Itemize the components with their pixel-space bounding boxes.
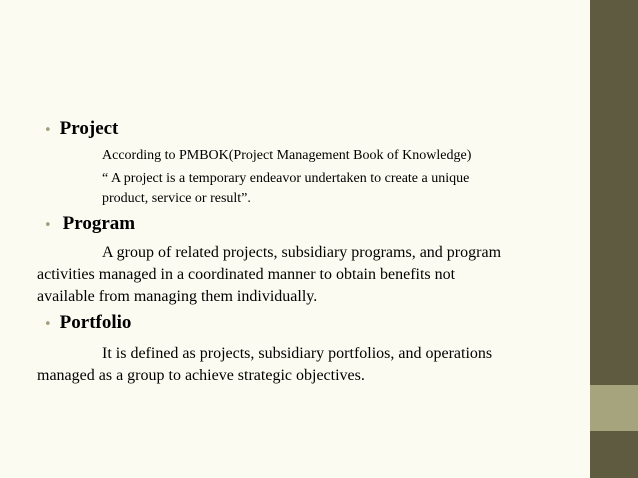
bullet-icon: • bbox=[44, 317, 52, 332]
heading-program: Program bbox=[62, 213, 136, 234]
heading-project: Project bbox=[59, 118, 119, 139]
bullet-program bbox=[44, 213, 135, 235]
project-line-2: “ A project is a temporary endeavor undertaken to create a unique bbox=[102, 171, 470, 186]
project-line-3: product, service or result”. bbox=[102, 191, 251, 206]
portfolio-line-2: managed as a group to achieve strategic objectives. bbox=[37, 367, 365, 384]
project-line-1: According to PMBOK(Project Management Book of Knowledge) bbox=[102, 148, 472, 163]
program-line-2: activities managed in a coordinated manner to obtain benefits not bbox=[37, 266, 456, 283]
heading-portfolio: Portfolio bbox=[59, 312, 132, 333]
portfolio-line-1: It is defined as projects, subsidiary portfolios, and operations bbox=[102, 345, 493, 362]
program-line-3: available from managing them individually. bbox=[37, 288, 318, 305]
program-line-1: A group of related projects, subsidiary programs, and program bbox=[102, 244, 502, 261]
bullet-icon: • bbox=[44, 218, 52, 233]
bullet-project bbox=[44, 118, 118, 140]
bullet-portfolio bbox=[44, 312, 131, 334]
sidebar-accent-block bbox=[590, 385, 638, 431]
bullet-icon: • bbox=[44, 123, 52, 138]
